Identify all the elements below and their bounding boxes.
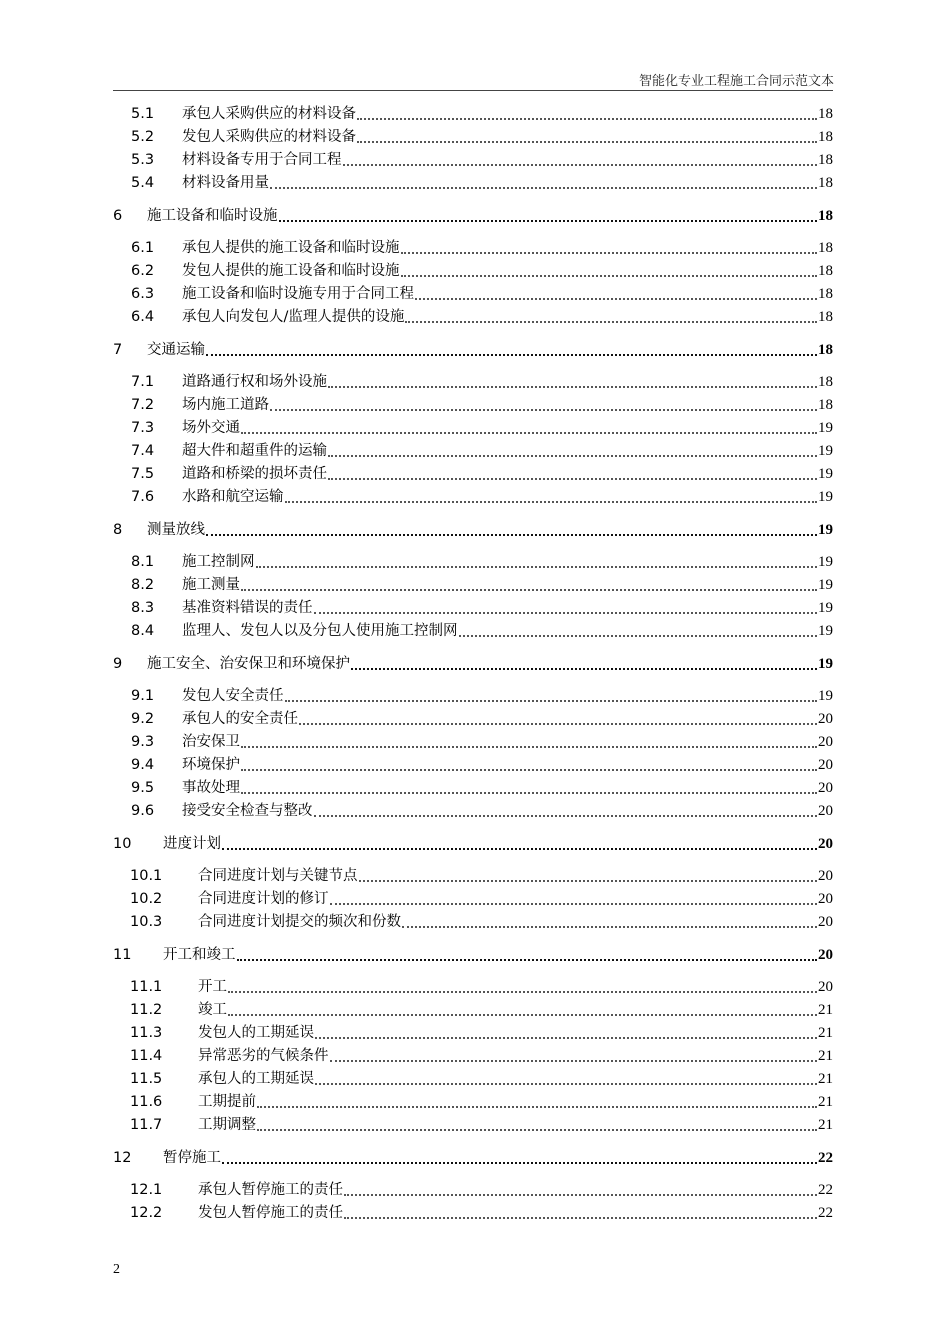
toc-entry-number: 9.3 xyxy=(131,734,155,750)
toc-dot-leader xyxy=(206,534,817,536)
toc-section-entry[interactable] xyxy=(113,753,833,775)
toc-page-number: 18 xyxy=(818,374,833,390)
toc-entry-number: 5.1 xyxy=(131,106,155,122)
toc-dot-leader xyxy=(402,926,817,928)
toc-section-entry[interactable] xyxy=(113,485,833,507)
toc-entry-number: 6.4 xyxy=(131,309,155,325)
toc-page-number: 20 xyxy=(818,914,833,930)
toc-section-entry[interactable] xyxy=(113,887,833,909)
toc-entry-number: 5.2 xyxy=(131,129,155,145)
toc-entry-number: 5.4 xyxy=(131,175,155,191)
toc-page-number: 18 xyxy=(818,208,833,224)
toc-section-entry[interactable] xyxy=(113,550,833,572)
toc-dot-leader xyxy=(285,501,818,503)
toc-page-number: 20 xyxy=(818,891,833,907)
toc-page-number: 18 xyxy=(818,286,833,302)
toc-entry-title: 竣工 xyxy=(198,1002,227,1018)
toc-entry-number: 9.4 xyxy=(131,757,155,773)
toc-chapter-entry[interactable] xyxy=(113,204,833,226)
toc-page-number: 21 xyxy=(818,1117,833,1133)
toc-entry-number: 9.1 xyxy=(131,688,155,704)
toc-entry-title: 超大件和超重件的运输 xyxy=(182,443,327,459)
toc-entry-number: 7.3 xyxy=(131,420,155,436)
toc-entry-number: 9 xyxy=(113,656,123,672)
toc-entry-title: 开工和竣工 xyxy=(163,947,236,963)
toc-section-entry[interactable] xyxy=(113,1044,833,1066)
toc-entry-title: 合同进度计划与关键节点 xyxy=(198,868,358,884)
toc-entry-number: 8 xyxy=(113,522,123,538)
toc-section-entry[interactable] xyxy=(113,596,833,618)
toc-page-number: 19 xyxy=(818,466,833,482)
toc-dot-leader xyxy=(270,409,817,411)
toc-dot-leader xyxy=(256,566,818,568)
toc-section-entry[interactable] xyxy=(113,573,833,595)
toc-entry-title: 工期调整 xyxy=(198,1117,256,1133)
toc-entry-title: 发包人暂停施工的责任 xyxy=(198,1205,343,1221)
toc-entry-number: 10 xyxy=(113,836,132,852)
toc-entry-title: 场内施工道路 xyxy=(182,397,269,413)
toc-page-number: 19 xyxy=(818,554,833,570)
toc-section-entry[interactable] xyxy=(113,1178,833,1200)
toc-entry-number: 6 xyxy=(113,208,123,224)
toc-entry-title: 环境保护 xyxy=(182,757,240,773)
toc-entry-number: 10.2 xyxy=(130,891,163,907)
toc-entry-number: 8.4 xyxy=(131,623,155,639)
toc-entry-title: 承包人提供的施工设备和临时设施 xyxy=(182,240,400,256)
toc-chapter-entry[interactable] xyxy=(113,518,833,540)
toc-page-number: 20 xyxy=(818,947,833,963)
toc-entry-number: 11.1 xyxy=(130,979,163,995)
toc-page-number: 22 xyxy=(818,1205,833,1221)
toc-dot-leader xyxy=(228,991,817,993)
toc-dot-leader xyxy=(241,792,817,794)
header-rule xyxy=(113,90,833,91)
toc-page-number: 21 xyxy=(818,1094,833,1110)
toc-page-number: 18 xyxy=(818,175,833,191)
toc-dot-leader xyxy=(401,275,818,277)
toc-dot-leader xyxy=(241,746,817,748)
toc-section-entry[interactable] xyxy=(113,776,833,798)
toc-entry-number: 7.6 xyxy=(131,489,155,505)
toc-page-number: 20 xyxy=(818,780,833,796)
toc-entry-number: 8.1 xyxy=(131,554,155,570)
toc-entry-title: 发包人采购供应的材料设备 xyxy=(182,129,356,145)
toc-page-number: 18 xyxy=(818,263,833,279)
toc-dot-leader xyxy=(357,118,817,120)
toc-entry-title: 工期提前 xyxy=(198,1094,256,1110)
toc-dot-leader xyxy=(328,455,817,457)
toc-entry-title: 接受安全检查与整改 xyxy=(182,803,313,819)
toc-entry-title: 施工设备和临时设施 xyxy=(147,208,278,224)
toc-dot-leader xyxy=(228,1014,817,1016)
toc-entry-number: 11.4 xyxy=(130,1048,163,1064)
toc-section-entry[interactable] xyxy=(113,171,833,193)
toc-entry-title: 承包人向发包人/监理人提供的设施 xyxy=(182,309,405,325)
toc-entry-number: 7.4 xyxy=(131,443,155,459)
toc-page-number: 19 xyxy=(818,656,833,672)
toc-section-entry[interactable] xyxy=(113,305,833,327)
toc-page-number: 18 xyxy=(818,240,833,256)
toc-dot-leader xyxy=(459,635,818,637)
toc-section-entry[interactable] xyxy=(113,998,833,1020)
toc-dot-leader xyxy=(257,1106,817,1108)
toc-entry-number: 10.3 xyxy=(130,914,163,930)
toc-page-number: 20 xyxy=(818,868,833,884)
toc-entry-number: 6.2 xyxy=(131,263,155,279)
toc-page-number: 20 xyxy=(818,803,833,819)
toc-dot-leader xyxy=(299,723,817,725)
toc-dot-leader xyxy=(415,298,817,300)
toc-section-entry[interactable] xyxy=(113,393,833,415)
toc-page-number: 18 xyxy=(818,342,833,358)
toc-chapter-entry[interactable] xyxy=(113,1146,833,1168)
toc-chapter-entry[interactable] xyxy=(113,338,833,360)
toc-entry-title: 监理人、发包人以及分包人使用施工控制网 xyxy=(182,623,458,639)
toc-entry-number: 11.6 xyxy=(130,1094,163,1110)
toc-entry-number: 11.2 xyxy=(130,1002,163,1018)
toc-section-entry[interactable] xyxy=(113,1201,833,1223)
toc-dot-leader xyxy=(314,815,818,817)
toc-section-entry[interactable] xyxy=(113,282,833,304)
toc-entry-title: 发包人提供的施工设备和临时设施 xyxy=(182,263,400,279)
toc-entry-title: 异常恶劣的气候条件 xyxy=(198,1048,329,1064)
toc-chapter-entry[interactable] xyxy=(113,943,833,965)
toc-section-entry[interactable] xyxy=(113,370,833,392)
toc-section-entry[interactable] xyxy=(113,799,833,821)
toc-section-entry[interactable] xyxy=(113,1067,833,1089)
toc-entry-title: 测量放线 xyxy=(147,522,205,538)
toc-page-number: 19 xyxy=(818,443,833,459)
toc-section-entry[interactable] xyxy=(113,910,833,932)
toc-page-number: 20 xyxy=(818,757,833,773)
toc-entry-number: 11.5 xyxy=(130,1071,163,1087)
toc-page-number: 21 xyxy=(818,1002,833,1018)
toc-entry-title: 材料设备专用于合同工程 xyxy=(182,152,342,168)
toc-section-entry[interactable] xyxy=(113,148,833,170)
toc-page-number: 19 xyxy=(818,420,833,436)
toc-entry-number: 7.5 xyxy=(131,466,155,482)
toc-entry-title: 合同进度计划的修订 xyxy=(198,891,329,907)
toc-dot-leader xyxy=(314,612,818,614)
toc-section-entry[interactable] xyxy=(113,416,833,438)
toc-page-number: 21 xyxy=(818,1025,833,1041)
toc-page-number: 22 xyxy=(818,1182,833,1198)
toc-entry-number: 10.1 xyxy=(130,868,163,884)
toc-section-entry[interactable] xyxy=(113,439,833,461)
toc-page-number: 19 xyxy=(818,600,833,616)
toc-page-number: 19 xyxy=(818,688,833,704)
toc-dot-leader xyxy=(359,880,818,882)
toc-entry-title: 施工设备和临时设施专用于合同工程 xyxy=(182,286,414,302)
toc-page-number: 18 xyxy=(818,152,833,168)
toc-dot-leader xyxy=(315,1083,817,1085)
toc-section-entry[interactable] xyxy=(113,125,833,147)
toc-section-entry[interactable] xyxy=(113,1113,833,1135)
toc-entry-number: 9.6 xyxy=(131,803,155,819)
toc-dot-leader xyxy=(330,903,818,905)
toc-section-entry[interactable] xyxy=(113,864,833,886)
toc-section-entry[interactable] xyxy=(113,462,833,484)
toc-entry-title: 发包人的工期延误 xyxy=(198,1025,314,1041)
toc-entry-title: 基准资料错误的责任 xyxy=(182,600,313,616)
toc-page-number: 18 xyxy=(818,309,833,325)
toc-entry-title: 交通运输 xyxy=(147,342,205,358)
toc-page-number: 19 xyxy=(818,577,833,593)
toc-dot-leader xyxy=(222,848,817,850)
toc-entry-number: 7.1 xyxy=(131,374,155,390)
running-header-title: 智能化专业工程施工合同示范文本 xyxy=(638,74,834,89)
toc-entry-title: 材料设备用量 xyxy=(182,175,269,191)
toc-page-number: 20 xyxy=(818,734,833,750)
toc-entry-number: 5.3 xyxy=(131,152,155,168)
toc-dot-leader xyxy=(401,252,818,254)
toc-chapter-entry[interactable] xyxy=(113,832,833,854)
toc-dot-leader xyxy=(270,187,817,189)
toc-dot-leader xyxy=(351,668,817,670)
toc-dot-leader xyxy=(328,386,817,388)
toc-page-number: 18 xyxy=(818,397,833,413)
toc-entry-title: 暂停施工 xyxy=(163,1150,221,1166)
toc-dot-leader xyxy=(237,959,818,961)
toc-dot-leader xyxy=(279,220,818,222)
toc-page-number: 19 xyxy=(818,522,833,538)
footer-page-number: 2 xyxy=(113,1262,120,1277)
toc-entry-title: 进度计划 xyxy=(163,836,221,852)
toc-dot-leader xyxy=(315,1037,817,1039)
toc-page-number: 21 xyxy=(818,1048,833,1064)
toc-page-number: 22 xyxy=(818,1150,833,1166)
toc-dot-leader xyxy=(241,432,817,434)
toc-dot-leader xyxy=(285,700,818,702)
toc-dot-leader xyxy=(405,321,817,323)
toc-entry-title: 施工控制网 xyxy=(182,554,255,570)
toc-page-number: 19 xyxy=(818,489,833,505)
toc-dot-leader xyxy=(257,1129,817,1131)
toc-entry-title: 合同进度计划提交的频次和份数 xyxy=(198,914,401,930)
toc-dot-leader xyxy=(241,769,817,771)
toc-section-entry[interactable] xyxy=(113,259,833,281)
toc-entry-title: 场外交通 xyxy=(182,420,240,436)
toc-entry-title: 施工测量 xyxy=(182,577,240,593)
toc-entry-title: 承包人采购供应的材料设备 xyxy=(182,106,356,122)
toc-entry-number: 6.1 xyxy=(131,240,155,256)
toc-entry-number: 7.2 xyxy=(131,397,155,413)
toc-entry-number: 6.3 xyxy=(131,286,155,302)
toc-section-entry[interactable] xyxy=(113,619,833,641)
toc-entry-title: 治安保卫 xyxy=(182,734,240,750)
toc-section-entry[interactable] xyxy=(113,730,833,752)
toc-dot-leader xyxy=(343,164,818,166)
toc-entry-number: 12.1 xyxy=(130,1182,163,1198)
toc-page-number: 20 xyxy=(818,979,833,995)
toc-dot-leader xyxy=(344,1217,817,1219)
toc-dot-leader xyxy=(344,1194,817,1196)
toc-entry-title: 道路和桥梁的损坏责任 xyxy=(182,466,327,482)
toc-entry-title: 施工安全、治安保卫和环境保护 xyxy=(147,656,350,672)
toc-entry-title: 开工 xyxy=(198,979,227,995)
toc-entry-title: 道路通行权和场外设施 xyxy=(182,374,327,390)
toc-entry-number: 8.2 xyxy=(131,577,155,593)
toc-entry-title: 水路和航空运输 xyxy=(182,489,284,505)
toc-entry-number: 12.2 xyxy=(130,1205,163,1221)
toc-entry-number: 11.7 xyxy=(130,1117,163,1133)
toc-page-number: 18 xyxy=(818,129,833,145)
toc-section-entry[interactable] xyxy=(113,1021,833,1043)
toc-entry-title: 承包人的安全责任 xyxy=(182,711,298,727)
toc-entry-number: 7 xyxy=(113,342,123,358)
toc-entry-number: 8.3 xyxy=(131,600,155,616)
toc-section-entry[interactable] xyxy=(113,236,833,258)
toc-dot-leader xyxy=(222,1162,817,1164)
toc-entry-number: 9.2 xyxy=(131,711,155,727)
toc-section-entry[interactable] xyxy=(113,975,833,997)
toc-entry-number: 9.5 xyxy=(131,780,155,796)
toc-section-entry[interactable] xyxy=(113,707,833,729)
toc-entry-title: 承包人暂停施工的责任 xyxy=(198,1182,343,1198)
toc-page-number: 19 xyxy=(818,623,833,639)
toc-entry-title: 事故处理 xyxy=(182,780,240,796)
toc-dot-leader xyxy=(241,589,817,591)
toc-entry-number: 11.3 xyxy=(130,1025,163,1041)
toc-dot-leader xyxy=(357,141,817,143)
toc-page-number: 20 xyxy=(818,836,833,852)
toc-chapter-entry[interactable] xyxy=(113,652,833,674)
toc-section-entry[interactable] xyxy=(113,102,833,124)
toc-dot-leader xyxy=(330,1060,818,1062)
toc-dot-leader xyxy=(328,478,817,480)
toc-section-entry[interactable] xyxy=(113,1090,833,1112)
toc-dot-leader xyxy=(206,354,817,356)
toc-page-number: 21 xyxy=(818,1071,833,1087)
toc-entry-title: 承包人的工期延误 xyxy=(198,1071,314,1087)
toc-entry-number: 12 xyxy=(113,1150,132,1166)
toc-page-number: 20 xyxy=(818,711,833,727)
toc-section-entry[interactable] xyxy=(113,684,833,706)
toc-page-number: 18 xyxy=(818,106,833,122)
toc-entry-title: 发包人安全责任 xyxy=(182,688,284,704)
toc-entry-number: 11 xyxy=(113,947,132,963)
